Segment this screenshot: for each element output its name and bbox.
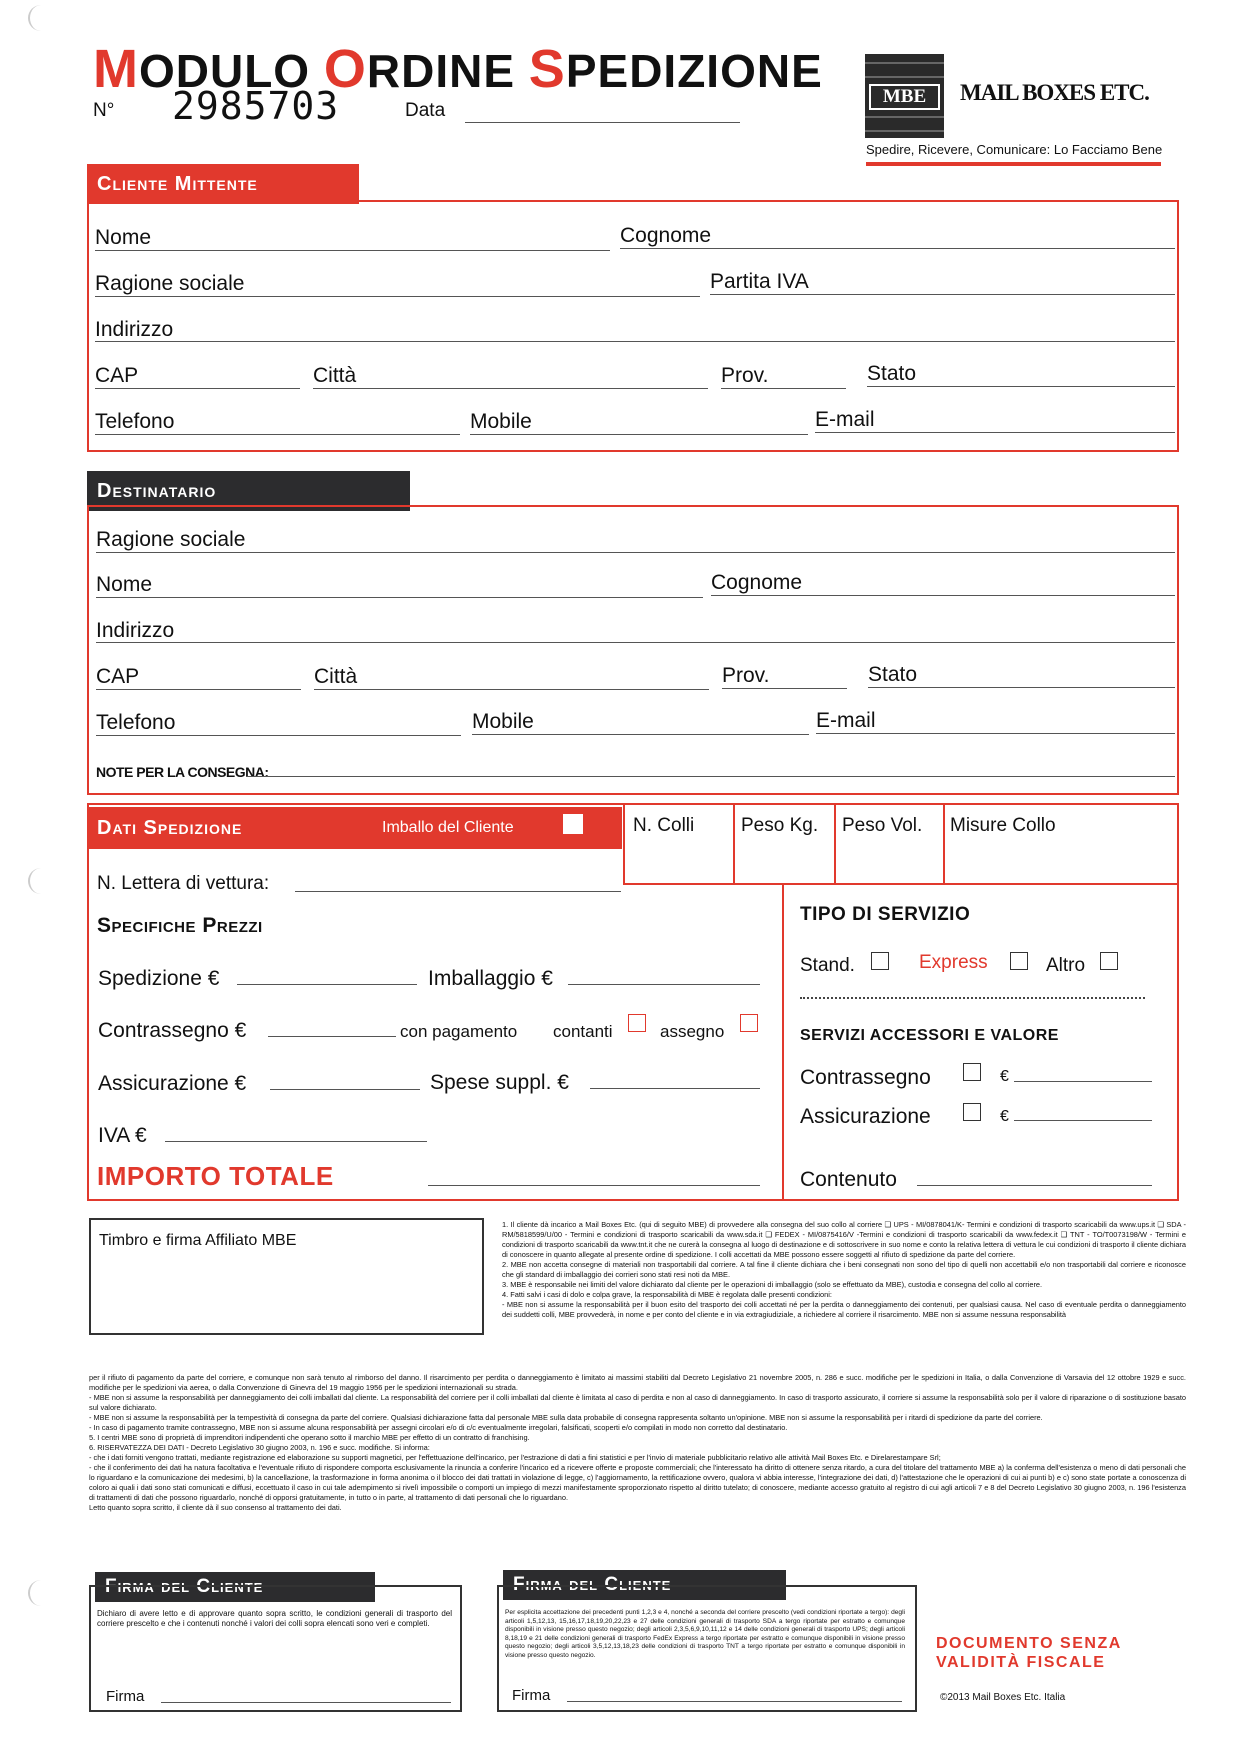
stand-label: Stand. [800,955,855,976]
express-label: Express [919,952,988,973]
servizio-divider [800,997,1145,999]
peso-vol-label: Peso Vol. [842,815,923,836]
firma2-text: Per esplicita accettazione dei precedenti punti 1,2,3 e 4, nonché a seconda del corriere prescelto (vedi condizioni riportate a tergo): degli articoli 1,5,12,13, 15,16,17,18,19,20,22,23 e 27 delle condizioni generali di trasporto SDA a tergo riportate per estratto e comunque disponibili in visione presso questo negozio; degli articoli 2,3,5,6,9,10,11,12 e 14 delle condizioni generali di trasporto UPS; degli articoli 8,18,19 e 21 delle condizioni generali di trasporto FedEx Express a tergo riportate per estratto e comunque disponibili in visione presso questo negozio; degli articoli 3,5,12,13,18,23 delle condizioni di trasporto TNT a tergo riportate per estratto e comunque disponibili in visione presso questo negozio. [505,1609,905,1659]
contrassegno-eur-field[interactable] [268,1036,396,1037]
firma1-box [89,1585,462,1712]
mittente-indirizzo-field[interactable] [95,341,1175,342]
brand-tagline: Spedire, Ricevere, Comunicare: Lo Facciamo Bene [866,142,1163,157]
timbro-box[interactable] [89,1218,484,1335]
spedizione-eur-field[interactable] [237,984,417,985]
grid-line [834,803,836,885]
spese-suppl-field[interactable] [590,1088,760,1089]
assegno-checkbox[interactable] [740,1014,758,1032]
legal-conditions-top [502,1220,1186,1320]
mittente-cap-label: CAP [95,364,139,387]
dest-cognome-label: Cognome [711,571,803,594]
acc-assicurazione-euro: € [1000,1108,1009,1125]
altro-label: Altro [1046,955,1086,976]
dest-indirizzo-label: Indirizzo [96,619,175,642]
mittente-telefono-field[interactable] [95,434,460,435]
dest-cognome-field[interactable] [711,595,1175,596]
assicurazione-eur-field[interactable] [270,1089,420,1090]
dest-ragione-field[interactable] [96,552,1175,553]
legal-paragraph: - MBE non si assume la responsabilità per il buon esito del trasporto dei colli accettati né per la perdita o danneggiamento dei contenuti, per qualsiasi causa. Nel caso di eventuale perdita o danneggiamento dei suddetti colli, MBE provvederà, in nome e per conto del cliente e in via extragiudiziale, a richiedere al corriere il risarcimento. MBE non si assume nessuna responsabilità [502,1300,1186,1319]
section-header-mittente: Cliente Mittente [87,164,359,204]
order-number-label: N° [93,100,115,121]
mbe-logo [865,54,944,138]
grid-line [733,803,735,885]
firma2-signature-field[interactable] [567,1701,902,1702]
dest-stato-field[interactable] [868,687,1175,688]
fiscal-warning-line: VALIDITÀ FISCALE [936,1654,1106,1671]
legal-paragraph: - MBE non si assume la responsabilità per danneggiamento dei colli imballati dal cliente. La responsabilità del corriere per il colli imballati dal cliente è limitata al caso di perdita e non al caso di danneggiamento. In caso di trasporto assicurato, il corriere si assume la responsabilità solo per il valore di riparazione o di sostituzione basato sul valore dichiarato. [89,1393,1186,1412]
assegno-label: assegno [660,1022,725,1041]
imballo-cliente-checkbox[interactable] [563,814,583,834]
spedizione-eur-label: Spedizione € [98,967,220,990]
firma1-header: Firma del Cliente [95,1572,375,1602]
mittente-email-field[interactable] [815,432,1175,433]
dest-citta-field[interactable] [314,689,709,690]
mittente-prov-label: Prov. [721,364,769,387]
dest-cap-field[interactable] [96,689,301,690]
mittente-mobile-label: Mobile [470,410,532,433]
legal-paragraph: 1. Il cliente dà incarico a Mail Boxes Etc. (qui di seguito MBE) di provvedere alla consegna del suo collo al corriere ❑ UPS - MI/0878041/K- Termini e condizioni di trasporto scaricabili da www.ups.it ❑ SDA - RM/5818599/U/00 - Termini e condizioni di trasporto scaricabili da www.sda.it ❑ FEDEX - MI/0875416/V -Termini e condizioni di trasporto scaricabili da www.fedex.it ❑ TNT - TO/T0073198/W - Termini e condizioni di trasporto scaricabili da www.tnt.it che ne curerà la consegna al luogo di destinazione e di sottoscrivere in suo nome e conto la relativa lettera di vettura le cui condizioni di trasporto il cliente dichiara di conoscere in quanto allegate al presente ordine di spedizione. I colli accettati da MBE possono essere soggetti al rifiuto di spedizione da parte del corriere. [502,1220,1187,1259]
mittente-telefono-label: Telefono [95,410,175,433]
section-header-destinatario: Destinatario [87,471,410,511]
legal-conditions-bottom [89,1373,1186,1513]
contenuto-label: Contenuto [800,1168,897,1191]
grid-line [623,883,1179,885]
mittente-prov-field[interactable] [721,388,846,389]
mittente-cognome-label: Cognome [620,224,712,247]
legal-paragraph: - che i dati forniti vengono trattati, mediante registrazione ed elaborazione su supporti magnetici, per l'effettuazione dell'incarico, per l'estrazione di dati a fini statistici e per l'invio di materiale pubblicitario relativo alle attività Mail Boxes Etc. e Direlarestampare Srl; [89,1453,941,1462]
contrassegno-eur-label: Contrassegno € [98,1019,247,1042]
tipo-servizio-heading: TIPO DI SERVIZIO [800,904,971,925]
mittente-nome-field[interactable] [95,250,610,251]
mittente-mobile-field[interactable] [470,434,808,435]
acc-assicurazione-field[interactable] [1014,1120,1152,1121]
legal-paragraph: - che il conferimento dei dati ha natura facoltativa e l'eventuale rifiuto di rispondere comporta esclusivamente la rinuncia a conferire l'incarico ed a ricevere offerte e proposte commerciali; che l'interessato ha diritto di ottenere senza ritardo, a cura del titolare del trattamento MBE a) la conferma dell'esistenza o meno di dati personali che lo riguardano e la comunicazione dei medesimi, b) la cancellazione, la trasformazione in forma anonima o il blocco dei dati trattati in violazione di legge, c) l'aggiornamento, la rettificazione ovvero, qualora vi abbia interesse, l'integrazione dei dati, d) l'attestazione che le operazioni di cui ai punti b) e c) sono state portate a conoscenza di coloro ai quali i dati sono stati comunicati e diffusi, eccettuato il caso in cui tale adempimento si rivelì impossibile o comporti un impiego di mezzi manifestamente sproporzionato rispetto al diritto tutelato; di conoscere, mediante accesso gratuito al registro di cui agli articoli 7 e 8 del Decreto Legislativo 30 giugno 2003, n. 196 l'esistenza di trattamenti di dati che possono riguardarlo, nonché di opporsi gratuitamente, in tutto o in parte, al trattamento di dati personali che lo riguardano. [89,1463,1186,1502]
firma2-label: Firma [512,1687,551,1704]
acc-contrassegno-label: Contrassegno [800,1066,931,1089]
colli-label: N. Colli [633,815,695,836]
date-label: Data [405,100,446,121]
spedizione-heading: Dati Spedizione [97,817,243,839]
contanti-label: contanti [553,1022,613,1041]
mittente-nome-label: Nome [95,226,152,249]
section-destinatario [87,505,1179,795]
firma1-label: Firma [106,1688,145,1705]
order-number: 2985703 [172,84,340,128]
fiscal-warning [936,1634,1122,1672]
spese-suppl-label: Spese suppl. € [430,1071,569,1094]
importo-totale-field[interactable] [428,1185,760,1186]
acc-contrassegno-checkbox[interactable] [963,1063,981,1081]
copyright: ©2013 Mail Boxes Etc. Italia [940,1692,1066,1703]
dest-mobile-label: Mobile [472,710,534,733]
imballo-cliente-label: Imballo del Cliente [382,819,514,836]
accessori-heading: SERVIZI ACCESSORI E VALORE [800,1027,1059,1044]
section-header-spedizione [87,807,622,849]
firma1-signature-field[interactable] [161,1702,451,1703]
lettera-vettura-field[interactable] [295,891,621,892]
misure-label: Misure Collo [950,815,1056,836]
form-title: MODULO ORDINE SPEDIZIONE [93,39,823,99]
dest-email-field[interactable] [816,733,1175,734]
legal-paragraph: Letto quanto sopra scritto, il cliente dà il suo consenso al trattamento dei dati. [89,1503,342,1512]
dest-mobile-field[interactable] [472,734,809,735]
acc-assicurazione-label: Assicurazione [800,1105,931,1128]
binder-hole [28,1580,54,1606]
dest-telefono-field[interactable] [96,735,461,736]
tagline-underline [866,162,1161,166]
timbro-label: Timbro e firma Affiliato MBE [99,1232,297,1249]
firma1-text: Dichiaro di avere letto e di approvare quanto sopra scritto, le condizioni generali di trasporto del corriere prescelto e che i contenuti nonché i valori dei colli sopra elencati sono veri e completi. [97,1609,452,1628]
mittente-cognome-field[interactable] [620,248,1175,249]
dest-prov-label: Prov. [722,664,770,687]
acc-assicurazione-checkbox[interactable] [963,1103,981,1121]
dest-indirizzo-field[interactable] [96,642,1175,643]
dest-stato-label: Stato [868,663,918,686]
mbe-logo-mark: MBE [869,84,940,110]
grid-line [623,803,625,885]
legal-paragraph: 5. I centri MBE sono di proprietà di imprenditori indipendenti che operano sotto il marchio MBE per effetto di un contratto di franchising. [89,1433,530,1442]
imballaggio-eur-field[interactable] [568,984,760,985]
legal-paragraph: 4. Fatti salvi i casi di dolo e colpa grave, la responsabilità di MBE è regolata dalle presenti condizioni: [502,1290,832,1299]
contanti-checkbox[interactable] [628,1014,646,1032]
mittente-piva-field[interactable] [710,294,1175,295]
con-pagamento-label: con pagamento [400,1022,518,1041]
dest-nome-label: Nome [96,573,153,596]
mittente-citta-label: Città [313,364,357,387]
acc-contrassegno-euro: € [1000,1068,1009,1085]
legal-paragraph: 2. MBE non accetta consegne di materiali non trasportabili dal corriere. A tal fine il cliente dichiara che i beni consegnati non sono del tipo di quelli non accettabili e/o non trasportabili dal corriere e riconosce che gli standard di imballaggio dei corrieri sono stati resi noti da MBE. [502,1260,1186,1279]
legal-paragraph: 6. RISERVATEZZA DEI DATI - Decreto Legislativo 30 giugno 2003, n. 196 e succ. modifiche. Si informa: [89,1443,430,1452]
dest-prov-field[interactable] [722,688,847,689]
mittente-citta-field[interactable] [313,388,708,389]
mittente-indirizzo-label: Indirizzo [95,318,174,341]
peso-label: Peso Kg. [741,815,819,836]
brand-name: MAIL BOXES ETC. [960,80,1149,105]
mittente-stato-label: Stato [867,362,917,385]
legal-paragraph: per il rifiuto di pagamento da parte del corriere, e comunque non sarà tenuto al rimborso del danno. Il risarcimento per perdita o danneggiamento è limitato ai massimi stabiliti dal Decreto Legislativo 21 novembre 2005, n. 286 e succ. modifiche per le spedizioni in Italia, o dalla Convenzione di Varsavia del 12 ottobre 1929 e succ. modifiche per le spedizioni via aerea, o dalla Convenzione di Ginevra del 19 maggio 1956 per le spedizioni internazionali su strada. [89,1373,1186,1392]
legal-paragraph: - In caso di pagamento tramite contrassegno, MBE non si assume alcuna responsabilità per assegni circolari e/o di c/c eventualmente irregolari, falsificati, scoperti e/o compilati in modo non corretto dal destinatario. [89,1423,788,1432]
dest-nome-field[interactable] [96,597,703,598]
dest-telefono-label: Telefono [96,711,176,734]
legal-paragraph: - MBE non si assume la responsabilità per la tempestività di consegna da parte del corriere. Qualsiasi dichiarazione fatta dal personale MBE sulla data probabile di consegna rappresenta soltanto un'opinione. MBE non si assume la responsabilità per i ritardi di spedizione da parte del corriere. [89,1413,1043,1422]
acc-contrassegno-field[interactable] [1014,1081,1152,1082]
lettera-vettura-label: N. Lettera di vettura: [97,873,270,894]
fiscal-warning-line: DOCUMENTO SENZA [936,1635,1122,1652]
iva-label: IVA € [98,1124,147,1147]
mittente-ragione-field[interactable] [95,296,700,297]
grid-line [782,884,784,1201]
mittente-piva-label: Partita IVA [710,270,809,293]
date-field[interactable] [465,122,740,123]
mittente-ragione-label: Ragione sociale [95,272,245,295]
mittente-cap-field[interactable] [95,388,300,389]
dest-note-label: NOTE PER LA CONSEGNA: [96,764,269,780]
dest-email-label: E-mail [816,709,876,732]
dest-ragione-label: Ragione sociale [96,528,246,551]
importo-totale-label: IMPORTO TOTALE [97,1161,334,1191]
mittente-stato-field[interactable] [867,386,1175,387]
assicurazione-eur-label: Assicurazione € [98,1072,247,1095]
dest-citta-label: Città [314,665,358,688]
contenuto-field[interactable] [917,1185,1152,1186]
express-checkbox[interactable] [1010,952,1028,970]
altro-checkbox[interactable] [1100,952,1118,970]
grid-line [943,803,945,885]
imballaggio-eur-label: Imballaggio € [428,967,553,990]
binder-hole [28,5,54,31]
firma2-header: Firma del Cliente [503,1570,786,1600]
mittente-email-label: E-mail [815,408,875,431]
binder-hole [28,868,54,894]
dest-cap-label: CAP [96,665,140,688]
iva-field[interactable] [165,1141,427,1142]
firma2-box [497,1585,917,1712]
specifiche-prezzi-heading: Specifiche Prezzi [97,914,263,937]
dest-note-field[interactable] [246,776,1175,777]
stand-checkbox[interactable] [871,952,889,970]
legal-paragraph: 3. MBE è responsabile nei limiti del valore dichiarato dal cliente per le operazioni di imballaggio (solo se effettuato da MBE), custodia e consegna del collo al corriere. [502,1280,1043,1289]
